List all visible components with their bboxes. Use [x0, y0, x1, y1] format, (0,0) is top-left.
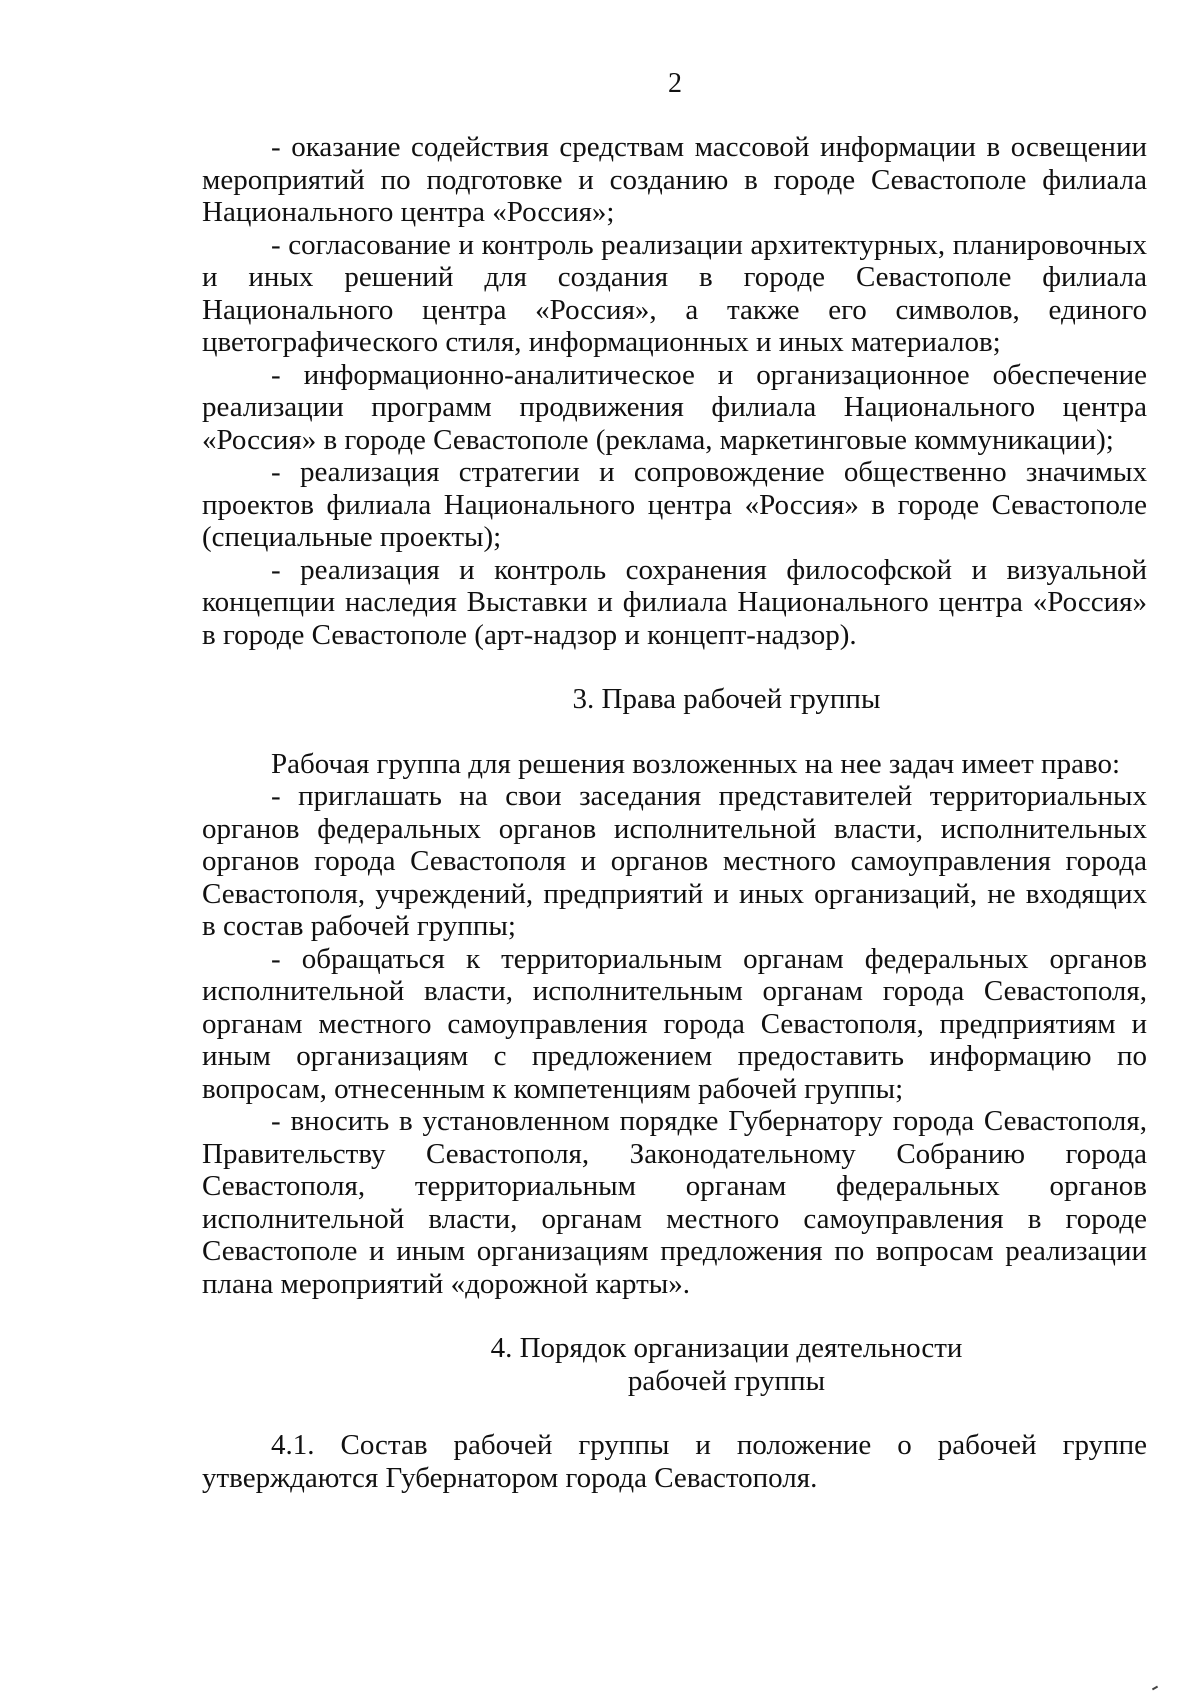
- section-3-heading: 3. Права рабочей группы: [572, 683, 881, 715]
- section-4-item-4-1: 4.1. Состав рабочей группы и положение о рабочей группе утверждаются Губернатором города Севастополя.: [202, 1429, 1147, 1494]
- document-body: [202, 131, 1147, 1494]
- section-4-heading-line-2: рабочей группы: [627, 1364, 826, 1397]
- section-3-item-invite: - приглашать на свои заседания представителей территориальных органов федеральных органов исполнительной власти, исполнительных органов города Севастополя и органов местного самоуправления города Севастополя, учреждений, предприятий и иных организаций, не входящих в состав рабочей группы;: [202, 780, 1147, 942]
- paragraph-info-analytics: - информационно-аналитическое и организационное обеспечение реализации программ продвижения филиала Национального центра «Россия» в городе Севастополе (реклама, маркетинговые коммуникации);: [202, 358, 1147, 456]
- page-number: 2: [668, 68, 682, 99]
- section-4-heading-line-1: 4. Порядок организации деятельности: [490, 1332, 963, 1364]
- section-3-item-proposals: - вносить в установленном порядке Губернатору города Севастополя, Правительству Севастополя, Законодательному Собранию города Севастополя, территориальным органам федеральных органов исполнительной власти, органам местного самоуправления в городе Севастополе и иным организациям предложения по вопросам реализации плана мероприятий «дорожной карты».: [202, 1105, 1147, 1300]
- paragraph-concept-control: - реализация и контроль сохранения философской и визуальной концепции наследия Выставки и филиала Национального центра «Россия» в городе Севастополе (арт-надзор и концепт-надзор).: [202, 553, 1147, 651]
- paragraph-architecture-approval: - согласование и контроль реализации архитектурных, планировочных и иных решений для создания в городе Севастополе филиала Национального центра «Россия», а также его символов, единого цветографического стиля, информационных и иных материалов;: [202, 228, 1147, 358]
- section-4-heading: [254, 1332, 1199, 1397]
- section-3-intro: Рабочая группа для решения возложенных на нее задач имеет право:: [271, 747, 1121, 780]
- section-3-item-request: - обращаться к территориальным органам федеральных органов исполнительной власти, исполнительным органам города Севастополя, органам местного самоуправления города Севастополя, предприятиям и иным организациям с предложением предоставить информацию по вопросам, отнесенным к компетенциям рабочей группы;: [202, 942, 1147, 1105]
- paragraph-strategy: - реализация стратегии и сопровождение общественно значимых проектов филиала Национального центра «Россия» в городе Севастополе (специальные проекты);: [202, 456, 1147, 553]
- paragraph-media-support: - оказание содействия средствам массовой информации в освещении мероприятий по подготовке и созданию в городе Севастополе филиала Национального центра «Россия»;: [202, 131, 1147, 228]
- scan-edge-mark: [1152, 1686, 1158, 1691]
